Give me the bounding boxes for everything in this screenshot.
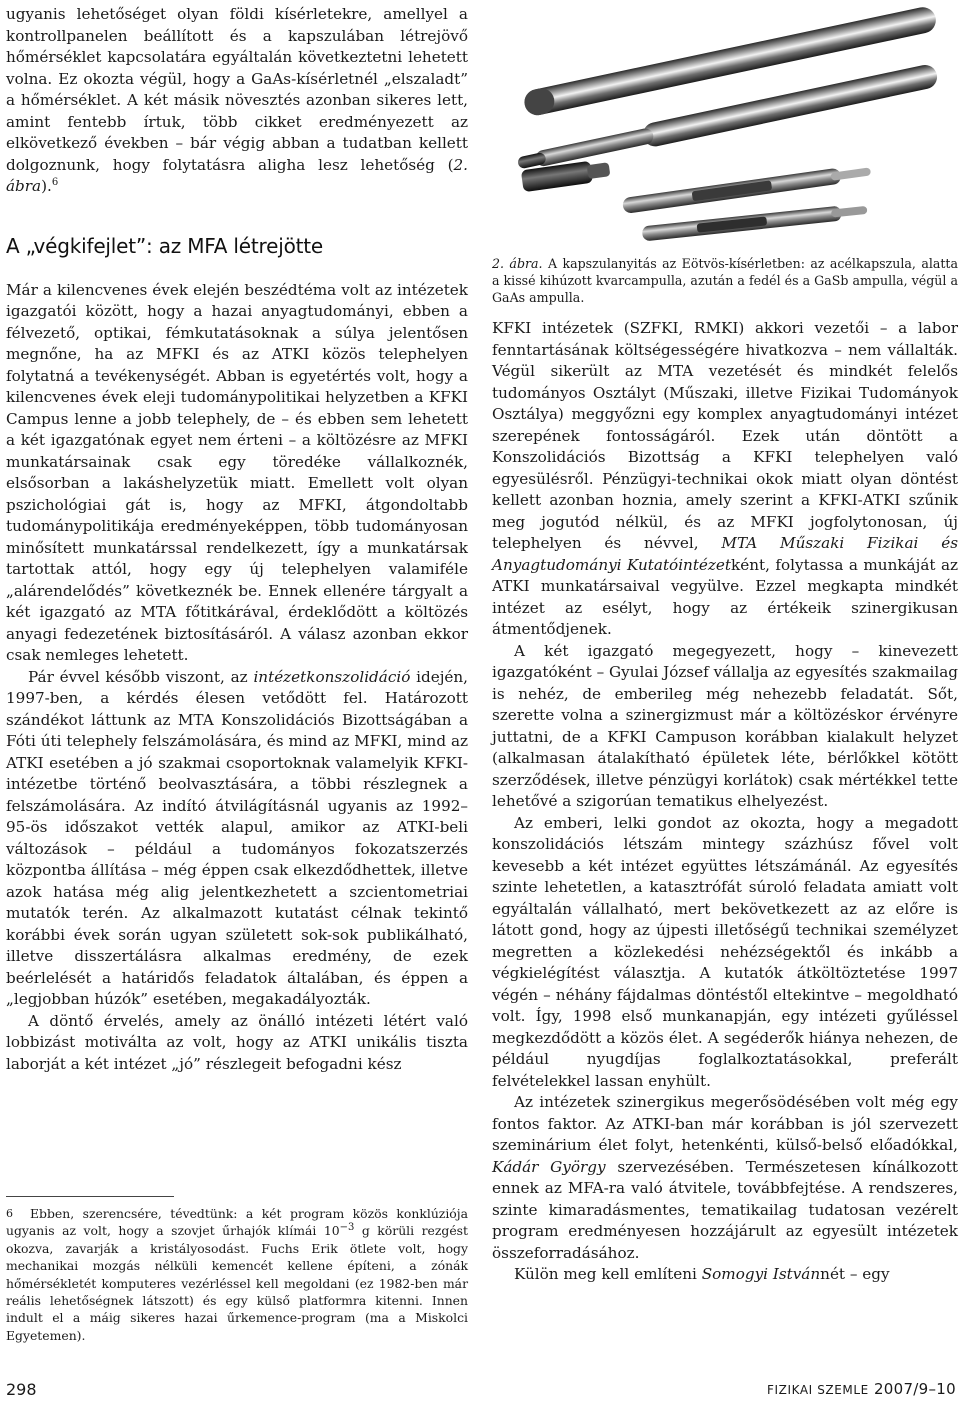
figure-caption <box>492 255 958 306</box>
paragraph <box>492 1092 958 1264</box>
footnote-text-part: g körüli rezgést okozva, zavarják a kristályosodást. Fuchs Erik ötlete volt, hogy mechanikai mozgás nélküli kemencét kellene építeni, a zónák hőmérsékletét komputeres vezérléssel kell megoldani (ez 1982-ben már reális lehetőségnek látszott) és egy külső platformra kitenni. Innen indult el a máig sikeres hazai űrkemence-program (ma a Miskolci Egyetemen). <box>6 1223 468 1343</box>
paragraph-text: idején, 1997-ben, a kérdés élesen vetődött fel. Határozott szándékot láttunk az MTA Konszolidációs Bizottságában a Fóti úti telephely felszámolására, és mind az MFKI, mind az ATKI esetében a jó szakmai csoportoknak valamelyik KFKI-intézetbe történő beolvasztására, a többi részlegnek a felszámolására. Az indító átvilágításnál ugyanis az 1992–95-ös időszakot vették alapul, amikor az ATKI-beli változások – például a tudományos fokozatszerzés központba állítása – még éppen csak elkezdődhettek, illetve azok hatása még alig jelentkezhetett a szcientometriai mutatók terén. Az alkalmazott kutatást célnak tekintő korábbi évek során ugyan született sok-sok publikálható, illetve disszertálásra alkalmas eredmény, de ezek beérlelését a határidős feladatok általában, és éppen a „legjobban húzók” esetében, megakadályozták. <box>6 667 468 1008</box>
left-column <box>6 4 468 1075</box>
paragraph-text: KFKI intézetek (SZFKI, RMKI) akkori vezetői – a labor fenntartásának költségességére hivatkozva – nem vállalták. Végül sikerült az MTA vezetését és mindkét felelős tudományos Osztályt (Műszaki, illetve Fizikai Tudományok Osztálya) meggyőzni egy komplex anyagtudományi intézet szerepének fontosságáról. Ezek után döntött a Konszolidációs Bizottság a KFKI telephelyen való egyesülésről. Pénzügyi-technikai okok miatt olyan döntést kellett azonban hoznia, amely szerint a KFKI-ATKI szűnik meg jogutód nélkül, és az MFKI jogfolytonosan, új telephelyen és névvel, <box>492 319 958 552</box>
caption-text: A kapszulanyitás az Eötvös-kísérletben: az acélkapszula, alatta a kissé kihúzott kvarcampulla, azután a fedél és a GaSb ampulla, végül a GaAs ampulla. <box>492 256 959 305</box>
paragraph-text: ugyanis lehetőséget olyan földi kísérletekre, amellyel a kontrollpanelen beállított és a kapszulában létrejövő hőmérséklet kapcsolatára egyáltalán következtetni lehetett volna. Ez okozta végül, hogy a GaAs-kísérletnél „elszaladt” a hőmérséklet. A két másik növesztés azonban sikeres lett, amint fentebb írtuk, több cikket eredményezett az elkövetkező években – bár végig abban a tudatban kellett dolgoznunk, hogy folytatásra aligha lesz lehetőség ( <box>6 5 468 174</box>
section-heading: A „végkifejlet”: az MFA létrejötte <box>6 233 323 258</box>
paragraph: Már a kilencvenes évek elején beszédtéma volt az intézetek igazgatói között, hogy a hazai anyagtudományi, ebben a félvezető, optikai, fémkutatásoknak a súlya jelentősen megnőne, ha az MFKI és az ATKI közös telephelyen folytatná a tevékenységét. Abban is egyetértés volt, hogy a kilencvenes évek eleji tudománypolitikai helyzetben a KFKI Campus lenne a jobb telephely, de – és ebben sem lehetett a két igazgatónak egyet nem érteni – a költözésre az MFKI munkatársainak csak egy töredéke vállalkoznék, elsősorban a lakáshelyzetük miatt. Emellett volt olyan pszichológiai gát is, hogy az MFKI, átgondoltabb tudománypolitikája eredményeképpen, több tudományosan minősített munkatárssal rendelkezett, így a munkatársak tartottak attól, hogy egy új telephelyen valamiféle „alárendelődés” következnék be. Ennek ellenére tárgyalt a két igazgató az MTA főtitkárával, érdeklődött a költözés anyagi fedezetének biztosításáról. A válasz azonban ekkor csak nemleges lehetett. <box>6 280 468 664</box>
footnote-text <box>6 1205 468 1344</box>
footnote-divider <box>6 1196 174 1197</box>
paragraph-text: nét – egy <box>820 1265 890 1283</box>
footnote <box>6 1196 468 1344</box>
paragraph: A döntő érvelés, amely az önálló intézeti létért való lobbizást motiválta az volt, hogy az ATKI unikális tiszta laborját a két intézet „jó” részlegeit befogadni kész <box>6 1011 468 1073</box>
footnote-text-part: Ebben, szerencsére, tévedtünk: a két program közös konklúziója ugyanis az volt, hogy a szovjet űrhajók klímái 10 <box>6 1206 468 1239</box>
paragraph-text: Pár évvel később viszont, az <box>28 667 254 686</box>
paragraph-text: Külön meg kell említeni <box>514 1265 702 1283</box>
right-column <box>492 255 958 1286</box>
page-number: 298 <box>6 1380 37 1399</box>
paragraph <box>6 667 468 1011</box>
paragraph: A két igazgató megegyezett, hogy – kinevezett igazgatóként – Gyulai József vállalja az egyesítés szakmailag is nehéz, de emberileg még nehezebb feladatát. Sőt, szerette volna a szinergizmust már a költözéskor érvényre juttatni, de a KFKI Campuson korábban kialakult helyzet (alkalmasan átalakítható épületek léte, bérlőkkel kötött szerződések, illetve pénzügyi korlátok) csak mértékkel tette lehetővé a szigorúan tematikus elhelyezést. <box>492 641 958 810</box>
issue-number: 2007/9–10 <box>873 1380 956 1398</box>
paragraph-text: ). <box>41 177 52 195</box>
emphasis-text: intézetkonszolidáció <box>253 667 411 686</box>
capsule-photo-image <box>492 0 958 246</box>
paragraph: Az emberi, lelki gondot az okozta, hogy a megadott konszolidációs létszám mintegy százhúsz fővel volt kevesebb a két intézet együttes létszámánál. Az egyesítés szinte lehetetlen, a katasztrófát súroló feladata amiatt volt egyáltalán vállalható, mert bekövetkezett az az előre is látott gond, hogy az újpesti illetőségű technikai személyzet megretten a közlekedési nehézségektől és inkább a végkielégítést választja. A kutatók átköltöztetése 1997 végén – néhány fájdalmas döntéstől eltekintve – megoldható volt. Így, 1998 első munkanapján, egy intézeti gyűléssel megkezdődött a közös élet. A segéderők hiánya nehezen, de például nyugdíjas foglalkoztatásokkal, preferált felvételekkel lassan enyhült. <box>492 813 958 1090</box>
paragraph-text: ként, folytassa a munkáját az ATKI munkatársaival vegyülve. Ezzel megkapta mindkét intézet az esélyt, hogy az értékeik szinergikusan átmentődjenek. <box>492 555 958 638</box>
journal-name: FIZIKAI SZEMLE <box>766 1383 869 1397</box>
figure-label: 2. ábra. <box>492 256 543 271</box>
figure-reference: 2. ábra <box>6 155 468 195</box>
footnote-number: 6 <box>6 1207 13 1220</box>
emphasis-text: Kádár György <box>492 1157 606 1176</box>
journal-issue <box>767 1380 956 1398</box>
exponent: −3 <box>339 1222 355 1234</box>
figure-photo <box>492 0 958 246</box>
emphasis-text: MTA Műszaki Fizikai és Anyagtudományi Kutatóintézet <box>492 534 958 574</box>
paragraph-text: Az intézetek szinergikus megerősödésében volt még egy fontos faktor. Az ATKI-ban már korábban is jól szervezett szeminárium élet folyt, hetenkénti, külső-belső előadókkal, <box>492 1093 958 1154</box>
page-footer <box>0 1380 960 1406</box>
emphasis-text: Somogyi István <box>701 1265 821 1283</box>
footnote-marker: 6 <box>51 176 59 188</box>
paragraph-text: szervezésében. Természetesen kínálkozott ennek az MFA-ra való átvitele, továbbfejtése. A rendszeres, szinte kimaradásmentes, tematikailag tudatosan vezérelt program eredményesen hozzájárult az egyesült intézetek összeforradásához. <box>492 1157 958 1262</box>
paragraph <box>492 318 958 641</box>
paragraph <box>6 4 468 198</box>
paragraph <box>492 1264 958 1286</box>
